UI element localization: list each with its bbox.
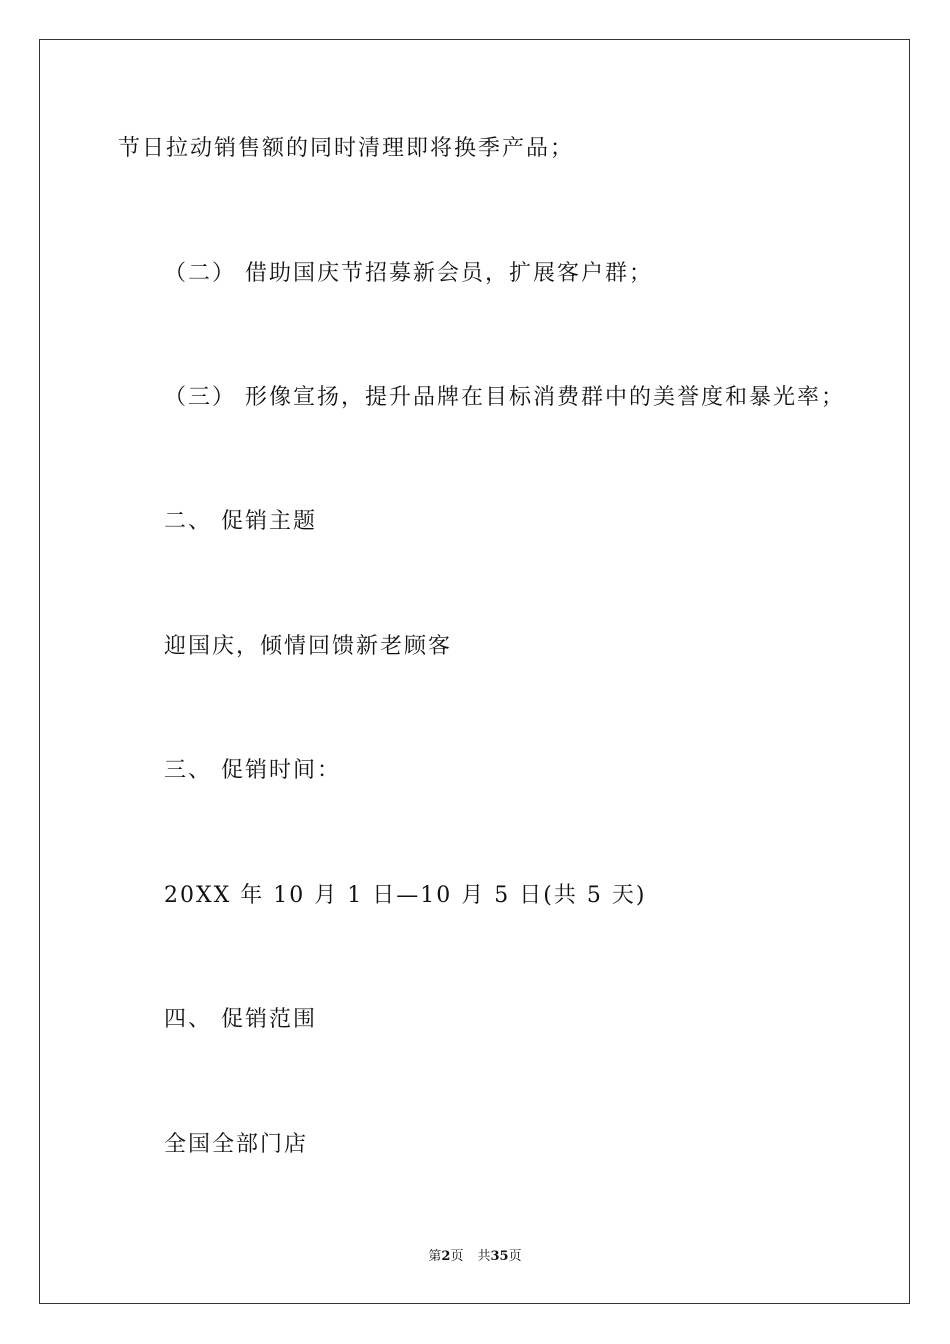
section-heading-theme: 二、 促销主题 (164, 509, 317, 534)
page-frame (39, 39, 910, 1304)
page-footer (0, 1248, 950, 1266)
time-text: 20XX 年 10 月 1 日—10 月 5 日(共 5 天) (164, 883, 647, 908)
section-heading-scope: 四、 促销范围 (164, 1007, 317, 1032)
theme-text: 迎国庆，倾情回馈新老顾客 (164, 634, 453, 659)
body-paragraph: 节日拉动销售额的同时清理即将换季产品； (118, 136, 575, 161)
footer-total-pages: 35 (490, 1249, 509, 1264)
footer-page-suffix: 页 (450, 1249, 464, 1264)
footer-total-suffix: 页 (508, 1249, 522, 1264)
footer-total-prefix: 共 (477, 1249, 491, 1264)
scope-text: 全国全部门店 (164, 1132, 309, 1157)
objective-item-2: （二） 借助国庆节招募新会员，扩展客户群； (164, 261, 653, 286)
footer-page-number: 2 (441, 1249, 451, 1264)
footer-page-prefix: 第 (428, 1249, 442, 1264)
section-heading-time: 三、 促销时间： (164, 758, 341, 783)
objective-item-3: （三） 形像宣扬，提升品牌在目标消费群中的美誉度和暴光率； (164, 385, 845, 410)
